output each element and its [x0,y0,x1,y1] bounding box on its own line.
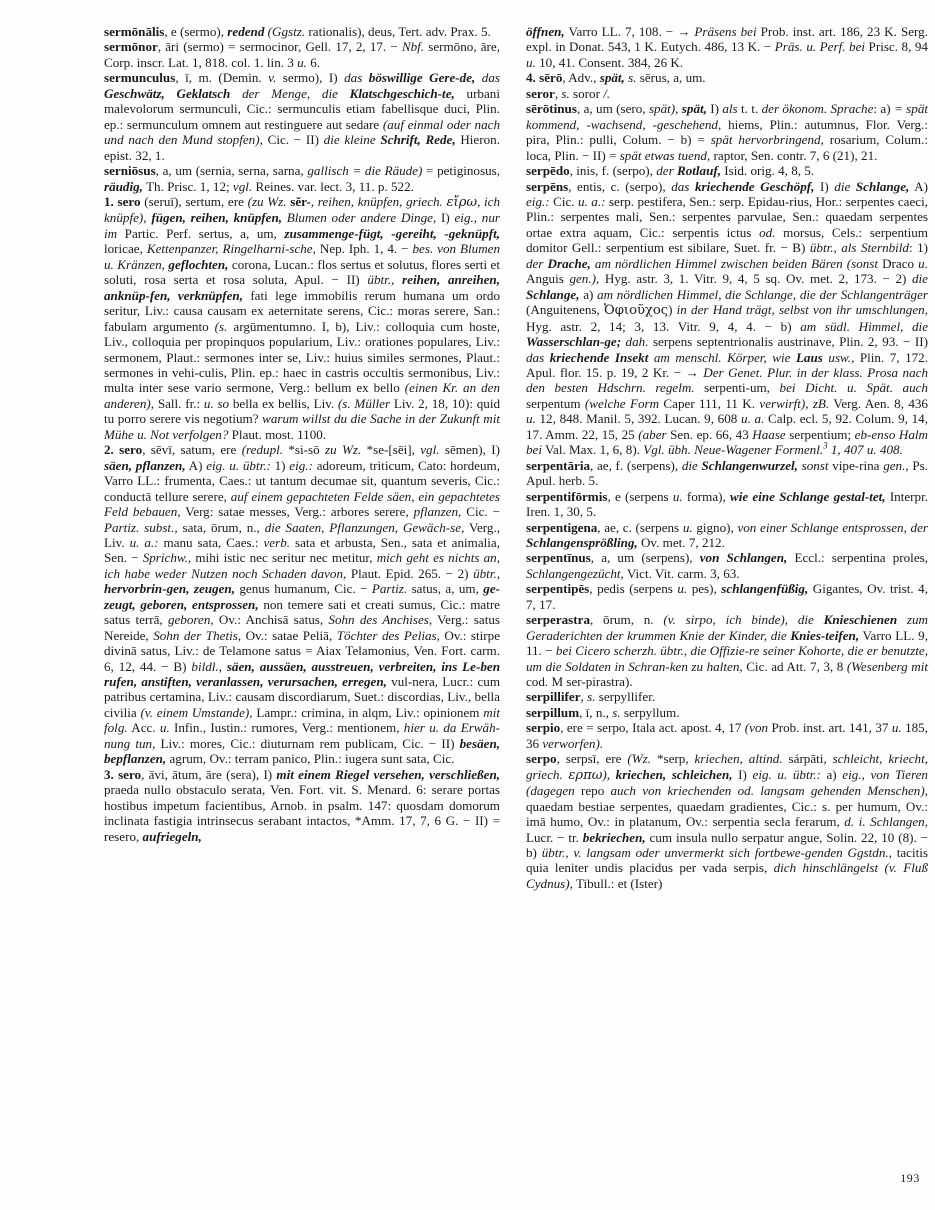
dictionary-entry: öffnen, Varro LL. 7, 108. − → Präsens bei Prob. inst. art. 186, 23 K. Serg. expl. in Donat. 543, 1 K. Eutych. 486, 13 K. − Präs. u. Perf. bei Prisc. 8, 94 u. 10, 41. Consent. 384, 26 K. [526,24,928,70]
dictionary-entry: serniōsus, a, um (sernia, serna, sarna, gallisch = die Räude) = petiginosus, räudig, Th. Prisc. 1, 12; vgl. Reines. var. lect. 3, 11. p. 522. [104,163,500,194]
dictionary-entry: serpentifōrmis, e (serpens u. forma), wie eine Schlange gestal-tet, Interpr. Iren. 1, 30, 5. [526,488,928,520]
dictionary-entry: 1. sero (seruī), sertum, ere (zu Wz. sĕr-, reihen, knüpfen, griech. εἴρω, ich knüpfe), fügen, reihen, knüpfen, Blumen oder andere Dinge, I) eig., nur im Partic. Perf. sertus, a, um, zusammenge-fügt, -gereiht, -geknüpft, loricae, Kettenpanzer, Ringelharni-sche, Nep. Iph. 1, 4. − bes. von Blumen u. Kränzen, geflochten, corona, Lucan.: flos sertus et solutus, flores serti et soluti, rosa serta et rosa soluta, Apul. − II) übtr., reihen, anreihen, anknüp-fen, verknüpfen, fati lege immobilis rerum humana um ordo seritur, Liv.: causa causam ex aeternitate serens, Cic.: moras serere, San.: fabulam argumento (s. argūmentumno. I, b), Liv.: colloquia cum hoste, Liv., colloquia per propinquos popularium, Liv.: orationes populares, Liv.: sermonem, Plaut.: sermones inter se, Liv.: huius similes sermones, Plaut.: sermones in vehi-culis, Plin. ep.: haec in castris occultis sermonibus, Liv.: multa inter sese vario sermone, Verg.: bellum ex bello (einen Kr. an den anderen), Sall. fr.: u. so bella ex bellis, Liv. (s. Müller Liv. 2, 18, 10): quid tu porro serere vis negotium? warum willst du die Sache in der Zukunft mit Mühe u. Not verfolgen? Plaut. most. 1100. [104,193,501,442]
left-text-column [104,24,500,1174]
dictionary-entry: serperastra, ōrum, n. (v. sirpo, ich binde), die Knieschienen zum Geraderichten der krummen Knie der Kinder, die Knies-teifen, Varro LL. 9, 11. − bei Cicero scherzh. übtr., die Offizie-re seiner Kohorte, die er benutzte, um die Soldaten in Schran-ken zu halten, Cic. ad Att. 7, 3, 8 (Wesenberg mit cod. M ser-pirastra). [526,612,929,690]
dictionary-entry: serpēdo, inis, f. (serpo), der Rotlauf, Isid. orig. 4, 8, 5. [526,163,815,179]
dictionary-entry: serpentāria, ae, f. (serpens), die Schlangenwurzel, sonst vipe-rina gen., Ps. Apul. herb. 5. [526,457,928,489]
dictionary-entry: serpentigena, ae, c. (serpens u. gigno), von einer Schlange entsprossen, der Schlangensprößling, Ov. met. 7, 212. [526,519,928,550]
dictionary-entry: serpillifer, s. serpyllifer. [526,689,656,705]
dictionary-entry: serpillum, ī, n., s. serpyllum. [526,704,680,720]
dictionary-entry: sermunculus, ī, m. (Demin. v. sermo), I) das böswillige Gere-de, das Geschwätz, Geklatsch der Menge, die Klatschgeschich-te, urbani malevolorum sermunculi, Cic.: sermunculis etiam fabellisque duci, Plin. ep.: sermunculum omnem aut restinguere aut sedare (auf einmal oder nach und nach den Mund stopfen), Cic. − II) die kleine Schrift, Rede, Hieron. epist. 32, 1. [104,70,500,163]
dictionary-entry: seror, s. soror /. [526,85,611,101]
dictionary-entry: serpentipēs, pedis (serpens u. pes), schlangenfüßig, Gigantes, Ov. trist. 4, 7, 17. [526,581,928,612]
dictionary-entry: 3. sero, āvi, ātum, āre (sera), I) mit einem Riegel versehen, verschließen, praeda nullo obstaculo serata, Ven. Fort. vit. S. Menard. 6: serare portas hostibus impetum facientibus, Arnob. in psalm. 147: quosdam domorum inclinata fastigia intrinsecus serabant intactos, *Amm. 17, 7, 6 G. − II) = resero, aufriegeln, [104,766,500,844]
dictionary-entry: 4. sērō, Adv., spät, s. sērus, a, um. [526,70,706,86]
dictionary-entry: serpio, ere = serpo, Itala act. apost. 4, 17 (von Prob. inst. art. 141, 37 u. 185, 36 verworfen). [526,720,928,751]
dictionary-entry: serpentīnus, a, um (serpens), von Schlangen, Eccl.: serpentina proles, Schlangengezücht, Vict. Vit. carm. 3, 63. [526,550,929,581]
page-footer [104,1171,928,1200]
dictionary-entry: sērōtinus, a, um (sero, spät), spät, I) als t. t. der ökonom. Sprache: a) = spät kommend, -wachsend, -geschehend, hiems, Plin.: autumnus, Flor. Verg.: pira, Plin.: pulli, Colum. − b) = spät hervorbringend, rosarium, Colum.: loca, Plin. − II) = spät etwas tuend, raptor, Sen. contr. 7, 6 (21), 21. [526,101,928,163]
two-column-text-body [104,24,928,1174]
dictionary-entry: 2. sero, sēvī, satum, ere (redupl. *si-sō zu Wz. *se-[sēi], vgl. sēmen), I) säen, pflanzen, A) eig. u. übtr.: 1) eig.: adoreum, triticum, Cato: hordeum, Varro LL.: frumenta, Caes.: ut tantum decumae sit, quantum severis, Cic.: conductā tellure serere, auf einem gepachteten Felde säen, ein gepachtetes Feld bebauen, Verg: satae messes, Verg.: arbores serere, pflanzen, Cic. − Partiz. subst., sata, ōrum, n., die Saaten, Pflanzungen, Gewäch-se, Verg., Liv. u. a.: manu sata, Caes.: verb. sata et arbusta, Sen., sata et animalia, Sen. − Sprichw., mihi istic nec seritur nec metitur, mich geht es nichts an, ich habe weder Nutzen noch Schaden davon, Plaut. Epid. 265. − 2) übtr., hervorbrin-gen, zeugen, genus humanum, Cic. − Partiz. satus, a, um, ge-zeugt, geboren, entsprossen, non temere sati et creati sumus, Cic.: matre satus terrā, geboren, Ov.: Anchisā satus, Sohn des Anchises, Verg.: satus Nereide, Sohn der Thetis, Ov.: satae Peliā, Töchter des Pelias, Ov.: stirpe divinā satus, Liv.: de Telamone satus = Aiax Telamonius, Ven. Fort. carm. 6, 12, 44. − B) bildl., säen, aussäen, ausstreuen, verbreiten, ins Le-ben rufen, anstiften, veranlassen, verursachen, erregen, vul-nera, Lucr.: cum patribus certamina, Liv.: causam discordiarum, Suet.: discordias, Liv., bella civilia (v. einem Umstande), Lampr.: crimina, in alqm, Liv.: opinionem mit folg. Acc. u. Infin., Iustin.: rumores, Verg.: mentionem, hier u. da Erwäh-nung tun, Liv.: mores, Cic.: diuturnam rem publicam, Cic. − II) besäen, bepflanzen, agrum, Ov.: terram panico, Plin.: iugera sunt sata, Cic. [104,442,501,767]
page-number: 193 [900,1171,920,1185]
dictionary-entry: serpo, serpsī, ere (Wz. *serp, kriechen, altind. sárpāti, schleicht, kriecht, griech. ερπω), kriechen, schleichen, I) eig. u. übtr.: a) eig., von Tieren (dagegen repo auch von kriechenden od. langsam gehenden Menschen), quaedam bestiae serpentes, quaedam gradientes, Cic.: s. per humum, Ov.: imā humo, Ov.: in platanum, Ov.: serpentia secla ferarum, d. i. Schlangen, Lucr. − tr. bekriechen, cum insula nullo serpatur angue, Solin. 22, 10 (8). − b) übtr., v. langsam oder unvermerkt sich fortbewe-genden Ggstdn., tacitis quia leniter undis placidus per vada serpis, dich hinschlängelst (v. Fluß Cydnus), Tibull.: et (Ister) [526,751,929,891]
dictionary-entry: sermōnor, āri (sermo) = sermocinor, Gell. 17, 2, 17. − Nbf. sermōno, āre, Corp. inscr. Lat. 1, 818. col. 1. lin. 3 u. 6. [104,39,500,70]
dictionary-entry: sermōnālis, e (sermo), redend (Ggstz. rationalis), deus, Tert. adv. Prax. 5. [104,24,491,39]
right-text-column [526,24,928,1174]
dictionary-entry: serpēns, entis, c. (serpo), das kriechende Geschöpf, I) die Schlange, A) eig.: Cic. u. a.: serp. pestifera, Sen.: serp. Epidau-rius, Hor.: serpentes caeci, Plin.: serpentes mali, Sen.: serpentes parvulae, Sen.: quaedam serpentes ortae extra aquam, Cic.: serpentis ictus od. morsus, Cels.: serpentium domitor Gell.: serpentium est sibilare, Suet. fr. − B) übtr., als Sternbild: 1) der Drache, am nördlichen Himmel zwischen beiden Bären (sonst Draco u. Anguis gen.), Hyg. astr. 3, 1. Vitr. 9, 4, 5 sq. Ov. met. 2, 173. − 2) die Schlange, a) am nördlichen Himmel, die Schlange, die der Schlangenträger (Anguitenens, Ὀφιοῦχος) in der Hand trägt, selbst von ihr umschlungen, Hyg. astr. 2, 14; 3, 13. Vitr. 9, 4, 4. − b) am südl. Himmel, die Wasserschlan-ge; dah. serpens septentrionalis austrinave, Plin. 2, 93. − II) das kriechende Insekt am menschl. Körper, wie Laus usw., Plin. 7, 172. Apul. flor. 15. p. 19, 2 Kr. − → Der Genet. Plur. in der klass. Prosa nach den besten Hdschrn. regelm. serpenti-um, bei Dicht. u. Spät. auch serpentum (welche Form Caper 111, 11 K. verwirft), zB. Verg. Aen. 8, 436 u. 12, 848. Manil. 5, 392. Lucan. 9, 608 u. a. Calp. ecl. 5, 92. Colum. 9, 14, 17. Amm. 22, 15, 25 (aber Sen. ep. 66, 43 Haase serpentium; eb-enso Halm bei Val. Max. 1, 6, 8). Vgl. übh. Neue-Wagener Formenl.$^3$ 1, 407 u. 408. [526,178,929,458]
